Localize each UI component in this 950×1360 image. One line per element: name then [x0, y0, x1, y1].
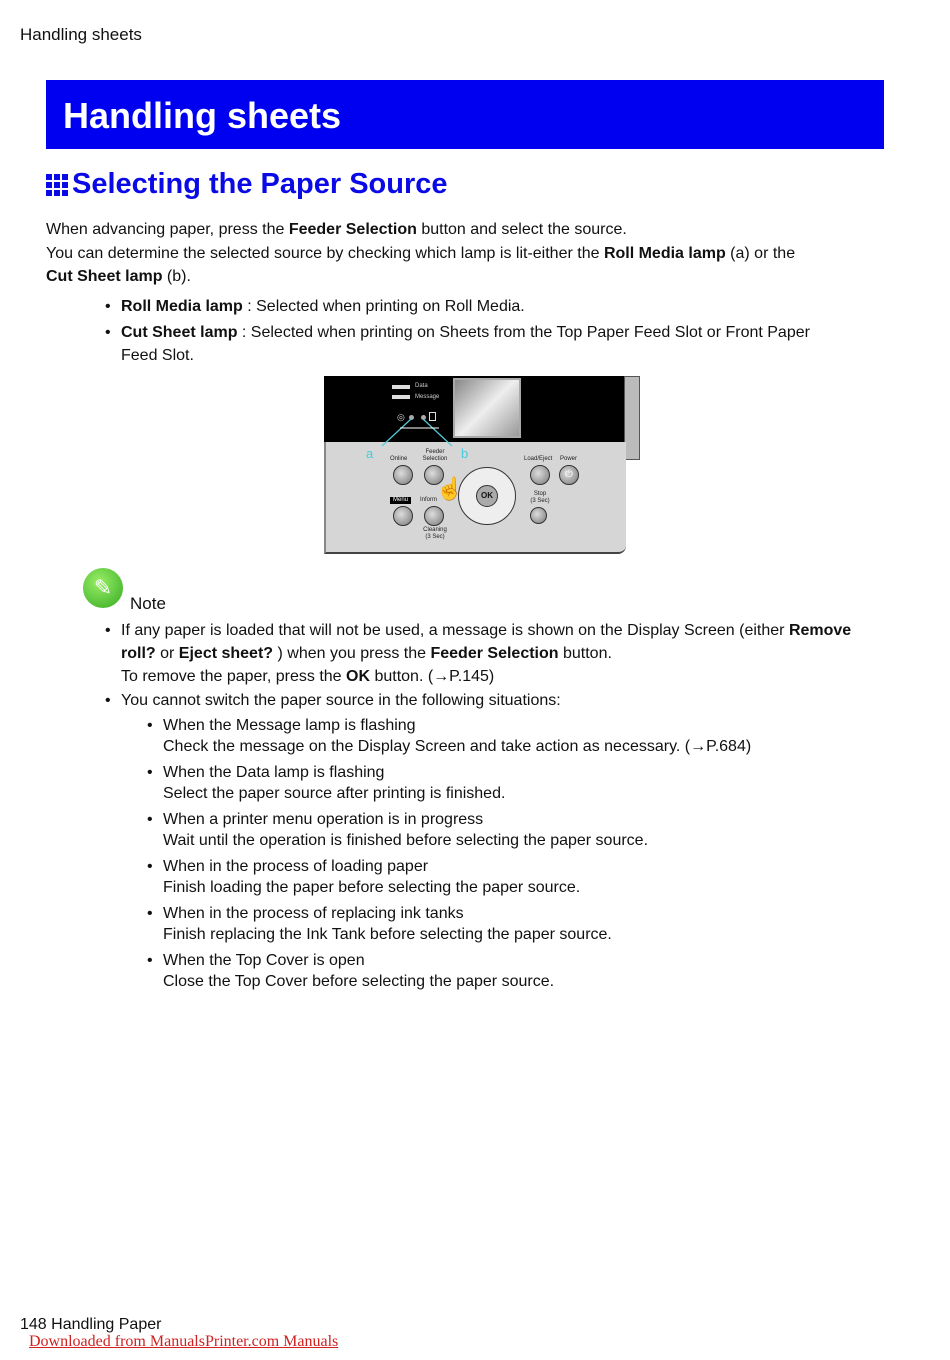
- situation-item: [163, 950, 554, 992]
- text: OK: [346, 668, 371, 685]
- message-lamp-label: Message: [415, 394, 440, 400]
- text: Finish replacing the Ink Tank before selecting the paper source.: [163, 926, 612, 943]
- situation-item: [163, 903, 612, 945]
- text: When a printer menu operation is in progress: [163, 811, 484, 828]
- text: button and select the source.: [416, 221, 627, 238]
- text: Eject sheet?: [178, 645, 274, 662]
- situation-item: [163, 856, 580, 898]
- text: When the Top Cover is open: [163, 952, 365, 969]
- section-title: Selecting the Paper Source: [72, 168, 448, 200]
- load-eject-label: Load/Eject: [524, 456, 553, 462]
- text: (3 Sec): [425, 534, 445, 540]
- information-button[interactable]: [424, 506, 444, 526]
- text: button. (→P.145): [370, 668, 495, 685]
- running-header: Handling sheets: [20, 25, 142, 44]
- text: Feeder Selection: [288, 221, 417, 238]
- intro-paragraph: [46, 218, 795, 289]
- text: (b).: [162, 268, 191, 285]
- text: Feeder: [425, 449, 445, 455]
- chapter-banner: Handling sheets: [46, 80, 884, 149]
- term: Cut Sheet lamp: [121, 324, 238, 341]
- page-footer: 148 Handling Paper: [20, 1316, 162, 1333]
- text: (3 Sec): [530, 498, 550, 504]
- callout-lines: [324, 376, 640, 554]
- text: Check the message on the Display Screen and take action as necessary. (→P.684): [163, 738, 752, 755]
- text: roll?: [121, 645, 156, 662]
- callout-b: b: [461, 446, 469, 461]
- text: To remove the paper, press the: [121, 668, 347, 685]
- text: Wait until the operation is finished before selecting the paper source.: [163, 832, 649, 849]
- info-label: Inform: [420, 497, 438, 503]
- text: button.: [558, 645, 612, 662]
- download-link[interactable]: Downloaded from ManualsPrinter.com Manuals: [29, 1333, 339, 1350]
- text: Finish loading the paper before selecting the paper source.: [163, 879, 581, 896]
- menu-label: Menu: [390, 497, 411, 504]
- text: When the Message lamp is flashing: [163, 717, 416, 734]
- grid-icon: [46, 174, 68, 196]
- control-panel-illustration: [324, 376, 640, 554]
- power-label: Power: [560, 456, 578, 462]
- text: Roll Media lamp: [603, 244, 726, 262]
- text: ) when you press the: [273, 645, 431, 662]
- text: Select the paper source after printing is finished.: [163, 785, 506, 802]
- stop-label: [530, 491, 550, 505]
- note-item-cannot-switch: • You cannot switch the paper source in the following situations:: [121, 689, 561, 712]
- ok-button[interactable]: OK: [476, 485, 498, 507]
- menu-button[interactable]: [393, 506, 413, 526]
- callout-a: a: [366, 446, 374, 461]
- text: : Selected when printing on Sheets from the Top Paper Feed Slot or Front Paper: [237, 324, 810, 341]
- text: Feed Slot.: [121, 347, 194, 364]
- cleaning-label: [420, 527, 450, 541]
- bullet-cut-sheet: [121, 321, 810, 367]
- text: Cleaning: [423, 527, 447, 533]
- text: Feeder Selection: [430, 645, 559, 662]
- bullet-roll-media: [121, 295, 525, 318]
- hand-pointer-icon: ☝: [436, 476, 464, 501]
- feeder-label: [420, 449, 450, 463]
- text: or: [155, 645, 179, 662]
- text: You can determine the selected source by checking which lamp is lit-either the: [46, 244, 604, 262]
- text: When in the process of loading paper: [163, 858, 429, 875]
- text: (a) or the: [725, 244, 796, 262]
- text: When in the process of replacing ink tanks: [163, 905, 464, 922]
- section-heading: [46, 168, 448, 201]
- stop-button[interactable]: [530, 507, 547, 524]
- roll-media-icon: ◎: [397, 412, 405, 422]
- note-item-unused-paper: [121, 619, 851, 688]
- power-icon[interactable]: ⏻: [559, 465, 579, 485]
- note-title: Note: [130, 594, 166, 613]
- note-pencil-icon: ✎: [83, 568, 123, 608]
- text: Close the Top Cover before selecting the paper source.: [163, 973, 555, 990]
- text: : Selected when printing on Roll Media.: [242, 298, 525, 315]
- situation-item: [163, 809, 648, 851]
- text: If any paper is loaded that will not be used, a message is shown on the Display Screen (either: [121, 622, 789, 639]
- text: When the Data lamp is flashing: [163, 764, 385, 781]
- situation-item: [163, 715, 751, 757]
- online-button[interactable]: [393, 465, 413, 485]
- online-label: Online: [390, 456, 408, 462]
- text: Stop: [533, 491, 547, 497]
- text: Remove: [788, 622, 852, 639]
- data-lamp-label: Data: [415, 383, 428, 389]
- text: Selection: [422, 456, 448, 462]
- load-eject-button[interactable]: [530, 465, 550, 485]
- text: Cut Sheet lamp: [46, 268, 163, 285]
- term: Roll Media lamp: [121, 298, 243, 315]
- text: When advancing paper, press the: [46, 221, 289, 238]
- situation-item: [163, 762, 505, 804]
